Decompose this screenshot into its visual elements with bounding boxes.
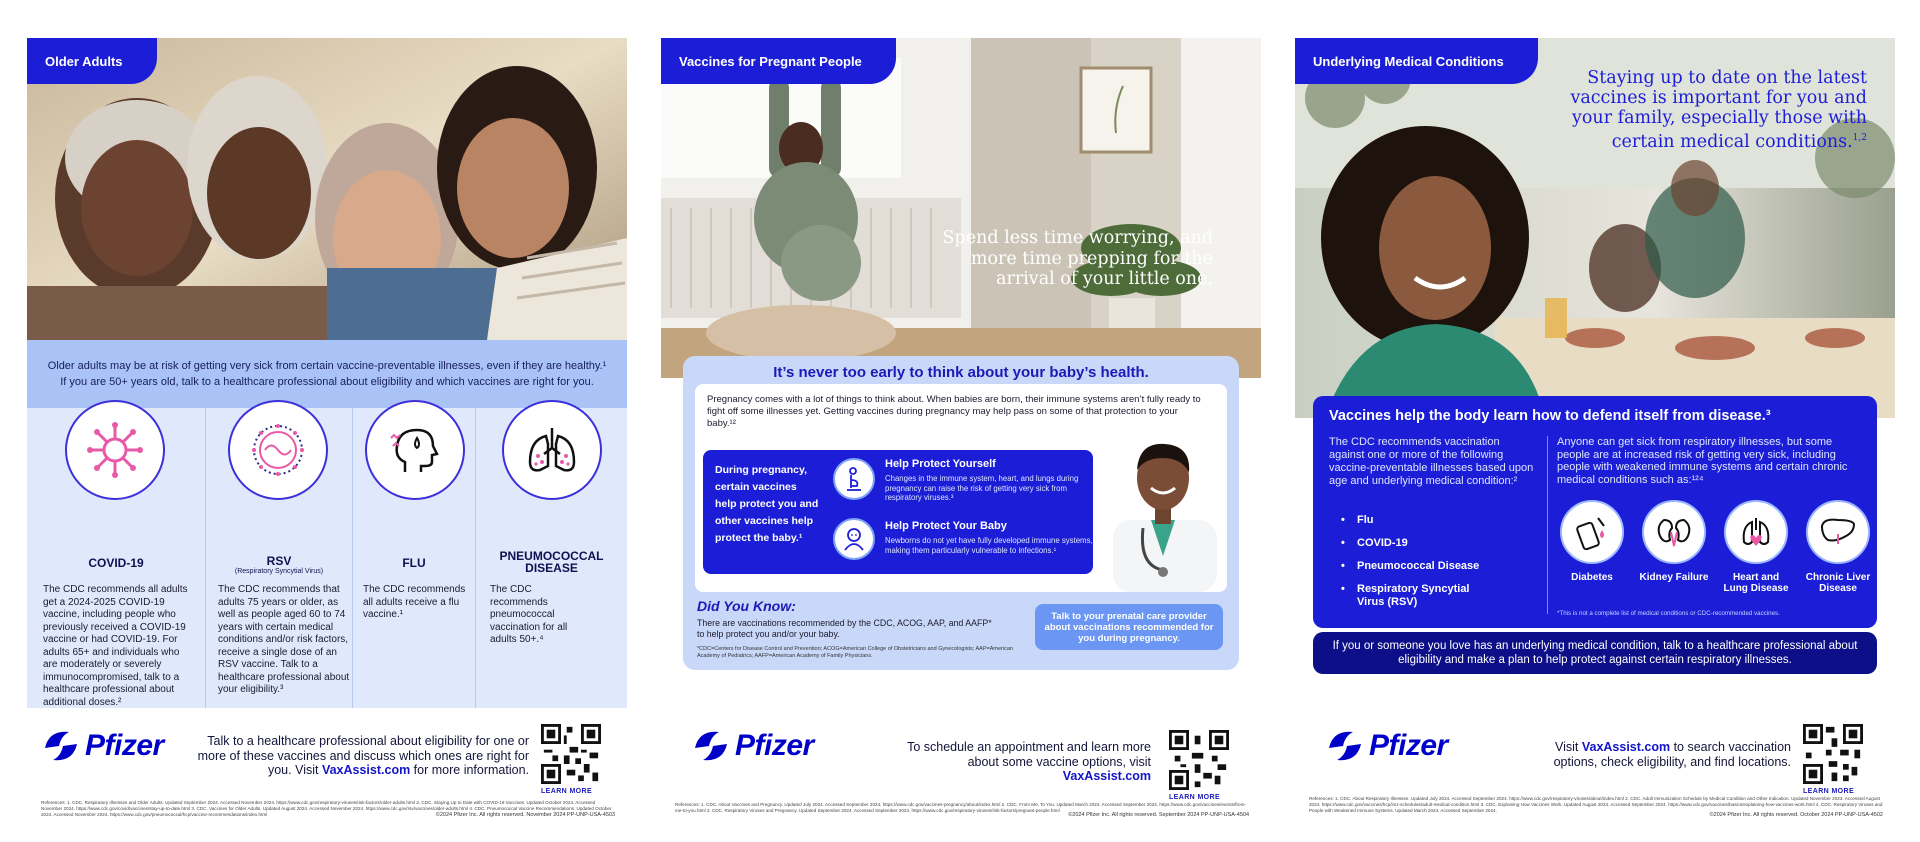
pfizer-logo	[1325, 726, 1448, 766]
pregnant-people-footer	[661, 708, 1261, 818]
baby-icon	[833, 518, 875, 560]
column-divider	[1547, 436, 1548, 614]
glucose-meter-icon	[1560, 500, 1624, 564]
qr-code[interactable]	[1169, 730, 1229, 790]
vaccine-description: The CDC recommends that adults 75 years or older, as well as people aged 60 to 74 years with certain medical conditions and/or risk factors, receive a single dose of an RSV vaccine. Talk to a healthcare professional about your eligibility.³	[218, 584, 350, 695]
protect-baby-title: Help Protect Your Baby	[885, 520, 1007, 532]
copyright: ©2024 Pfizer Inc. All rights reserved. September 2024 PP-UNP-USA-4504	[1068, 812, 1249, 818]
vaccine-name: RSV	[266, 554, 292, 568]
at-risk-text: Anyone can get sick from respiratory illnesses, but some people are at increased risk of getting very sick, including people with weakened immune systems and certain chronic medical conditions such as:¹²⁴	[1557, 436, 1848, 486]
liver-icon	[1806, 500, 1870, 564]
vaxassist-link[interactable]: VaxAssist.com	[1062, 769, 1151, 783]
did-you-know-text: There are vaccinations recommended by the CDC, ACOG, AAP, and AAFP* to help protect you and/or your baby.	[697, 618, 992, 639]
protection-summary: During pregnancy, certain vaccines help protect you and other vaccines help protect the baby.¹	[715, 464, 819, 544]
cta-text: Talk to a healthcare professional about eligibility for one or more of these vaccines and discuss which ones are right for you. Visit VaxAssist.com for more information.	[197, 734, 529, 777]
protect-yourself-title: Help Protect Yourself	[885, 458, 996, 470]
talk-to-professional-banner: If you or someone you love has an underlying medical condition, talk to a healthcare professional about eligibility and make a plan to help protect against certain respiratory illnesses.	[1313, 632, 1877, 674]
illness-list	[1341, 514, 1491, 619]
rsv-virus-icon	[228, 400, 328, 500]
lungs-icon	[502, 400, 602, 500]
pregnancy-intro: Pregnancy comes with a lot of things to think about. When babies are born, their immune systems aren’t fully ready to fight off some illnesses yet. Getting vaccines during pregnancy may help pass on some of that protection to your baby.¹²	[707, 394, 1201, 429]
references: References: 1. CDC. Respiratory Illnesses and Older Adults. Updated September 2024. Accessed November 2024. https://www.cdc.gov/respiratory-viruses/risk-factors/older-adults.html 2. CDC. Staying Up to Date with COVID-19 Vaccines. Updated October 2024. Accessed November 2024. https://www.cdc.gov/covid/vaccines/stay-up-to-date.html 3. CDC. Vaccines for Older Adults. Updated August 2024. Accessed November 2024. https://www.cdc.gov/rsv/vaccines/older-adults.html 4. CDC. Pneumococcal Vaccine Recommendations. Updated October 2024. Accessed November 2024. https://www.cdc.gov/pneumococcal/hcp/vaccine-recommendations/index.html	[41, 800, 612, 817]
condition-label: Chronic Liver Disease	[1805, 572, 1871, 594]
older-adults-intro: Older adults may be at risk of getting very sick from certain vaccine-preventable illnesses, even if they are healthy.¹ If you are 50+ years old, talk to a healthcare professional about eligibility and which vaccines are right for you.	[27, 340, 627, 408]
pfizer-mark-icon	[1325, 726, 1365, 766]
medical-conditions-tab: Underlying Medical Conditions	[1295, 38, 1538, 84]
doctor-photo	[1099, 436, 1227, 592]
list-item: • Pneumococcal Disease	[1341, 560, 1491, 573]
vaccine-column-rsv	[205, 408, 352, 708]
condition-label: Diabetes	[1571, 572, 1613, 583]
list-item: • Respiratory Syncytial Virus (RSV)	[1341, 583, 1491, 609]
virus-icon	[65, 400, 165, 500]
pfizer-mark-icon	[691, 726, 731, 766]
vaccine-subtitle: (Respiratory Syncytial Virus)	[234, 568, 324, 575]
qr-code[interactable]	[541, 724, 601, 784]
older-adults-footer	[27, 708, 627, 818]
prenatal-callout: Talk to your prenatal care provider about vaccinations recommended for you during pregnancy.	[1035, 604, 1223, 650]
pregnant-people-tab: Vaccines for Pregnant People	[661, 38, 896, 84]
list-item: • COVID-19	[1341, 537, 1491, 550]
vaccines-defense-heading: Vaccines help the body learn how to defend itself from disease.³	[1329, 408, 1771, 424]
head-droplet-icon	[365, 400, 465, 500]
learn-more-label[interactable]: LEARN MORE	[541, 788, 593, 795]
pfizer-mark-icon	[41, 726, 81, 766]
copyright: ©2024 Pfizer Inc. All rights reserved. November 2024 PP-UNP-USA-4503	[435, 812, 615, 818]
copyright: ©2024 Pfizer Inc. All rights reserved. October 2024 PP-UNP-USA-4502	[1709, 812, 1883, 818]
abbreviations-note: *CDC=Centers for Disease Control and Prevention; ACOG=American College of Obstetricians and Gynecologists; AAP=American Academy of Pediatrics; AAFP=American Academy of Family Physicians.	[697, 646, 1013, 659]
did-you-know-title: Did You Know:	[697, 598, 796, 614]
learn-more-label[interactable]: LEARN MORE	[1803, 788, 1855, 795]
medical-conditions-flyer	[1295, 38, 1895, 818]
hero-quote: Spend less time worrying, and more time prepping for the arrival of your little one.	[942, 228, 1213, 289]
vaccine-name: PNEUMOCOCCAL DISEASE	[499, 549, 604, 575]
condition-label: Kidney Failure	[1639, 572, 1709, 583]
vaxassist-link[interactable]: VaxAssist.com	[1581, 740, 1671, 754]
baby-health-heading: It’s never too early to think about your baby’s health.	[773, 364, 1149, 381]
pregnant-people-flyer	[661, 38, 1261, 818]
medical-conditions-footer	[1295, 708, 1895, 818]
qr-code[interactable]	[1803, 724, 1863, 784]
older-adults-tab: Older Adults	[27, 38, 157, 84]
heart-lung-icon	[1724, 500, 1788, 564]
condition-label: Heart and Lung Disease	[1723, 572, 1789, 594]
pfizer-wordmark: Pfizer	[735, 729, 814, 762]
baby-health-box	[683, 356, 1239, 670]
references: References: 1. CDC. About Vaccines and Pregnancy. Updated July 2024. Accessed September 2024. https://www.cdc.gov/vaccines-pregnancy/about/index.html 2. CDC. From Me, To You. Updated March 2024. Accessed September 2024. https://www.cdc.gov/vaccines/events/from-me-to-you.html 3. CDC. Respiratory Viruses and Pregnancy. Updated September 2024. Accessed September 2024. https://www.cdc.gov/respiratory-viruses/risk-factors/pregnant-people.html	[675, 802, 1246, 813]
vaccine-columns	[27, 408, 627, 708]
vaccine-column-flu	[352, 408, 475, 708]
protection-panel	[703, 450, 1093, 574]
condition-diabetes	[1557, 500, 1627, 583]
cta-text: Visit VaxAssist.com to search vaccination options, check eligibility, and find locations.	[1553, 740, 1791, 769]
vaccine-description: The CDC recommends all adults get a 2024-2025 COVID-19 vaccine, including people who previously received a COVID-19 vaccine or had COVID-19. For adults 65+ and individuals who are moderately or severely immunocompromised, talk to a healthcare professional about additional doses.²	[43, 584, 188, 708]
older-adults-flyer	[27, 38, 627, 818]
learn-more-label[interactable]: LEARN MORE	[1169, 794, 1221, 801]
condition-kidney	[1639, 500, 1709, 583]
cta-text: To schedule an appointment and learn more about some vaccine options, visit VaxAssist.com	[907, 740, 1151, 783]
list-item: • Flu	[1341, 514, 1491, 527]
baby-health-card	[695, 384, 1227, 592]
kidney-icon	[1642, 500, 1706, 564]
vaccine-description: The CDC recommends pneumococcal vaccination for all adults 50+.⁴	[490, 584, 568, 645]
protect-yourself-text: Changes in the immune system, heart, and lungs during pregnancy can raise the risk of getting very sick from respiratory viruses.³	[885, 474, 1079, 502]
pfizer-logo	[691, 726, 814, 766]
vaccine-column-pneumococcal	[475, 408, 627, 708]
cdc-recommendation-text: The CDC recommends vaccination against one or more of the following vaccine-preventable illnesses based upon age and underlying medical condition:²	[1329, 436, 1534, 487]
vaccine-name: FLU	[402, 556, 426, 570]
condition-liver	[1803, 500, 1873, 594]
protect-baby-text: Newborns do not yet have fully developed immune systems, making them particularly vulnerable to infections.¹	[885, 536, 1093, 555]
pregnant-person-photo	[661, 38, 1261, 378]
vaccines-defense-box	[1313, 396, 1877, 628]
vaccine-description: The CDC recommends all adults receive a flu vaccine.¹	[363, 584, 466, 620]
pregnant-person-icon	[833, 458, 875, 500]
vaccine-name: COVID-19	[88, 556, 144, 570]
vaxassist-link[interactable]: VaxAssist.com	[321, 763, 411, 777]
incomplete-list-note: *This is not a complete list of medical conditions or CDC-recommended vaccines.	[1557, 610, 1780, 617]
hero-quote: Staying up to date on the latest vaccines is important for you and your family, especially those with certain medical conditions.$^{1,2}$	[1570, 68, 1867, 152]
condition-heart-lung	[1721, 500, 1791, 594]
pfizer-logo	[41, 726, 164, 766]
vaccine-column-covid	[27, 408, 205, 708]
pfizer-wordmark: Pfizer	[1369, 729, 1448, 762]
references: References: 1. CDC. About Respiratory Illnesses. Updated July 2024. Accessed September 2024. https://www.cdc.gov/respiratory-viruses/about/index.html 2. CDC. Adult Immunization Schedule by Medical Condition and Other Indication. Updated November 2023. Accessed August 2024. https://www.cdc.gov/vaccines/hcp/imz-schedules/adult-medical-condition.html 3. CDC. Explaining How Vaccines Work. Updated August 2024. Accessed September 2024. https://www.cdc.gov/vaccines/basics/explaining-how-vaccines-work.html 4. CDC. Respiratory Viruses and People with Weakened Immune Systems. Updated March 2024. Accessed September 2024.	[1309, 796, 1883, 813]
pfizer-wordmark: Pfizer	[85, 729, 164, 762]
